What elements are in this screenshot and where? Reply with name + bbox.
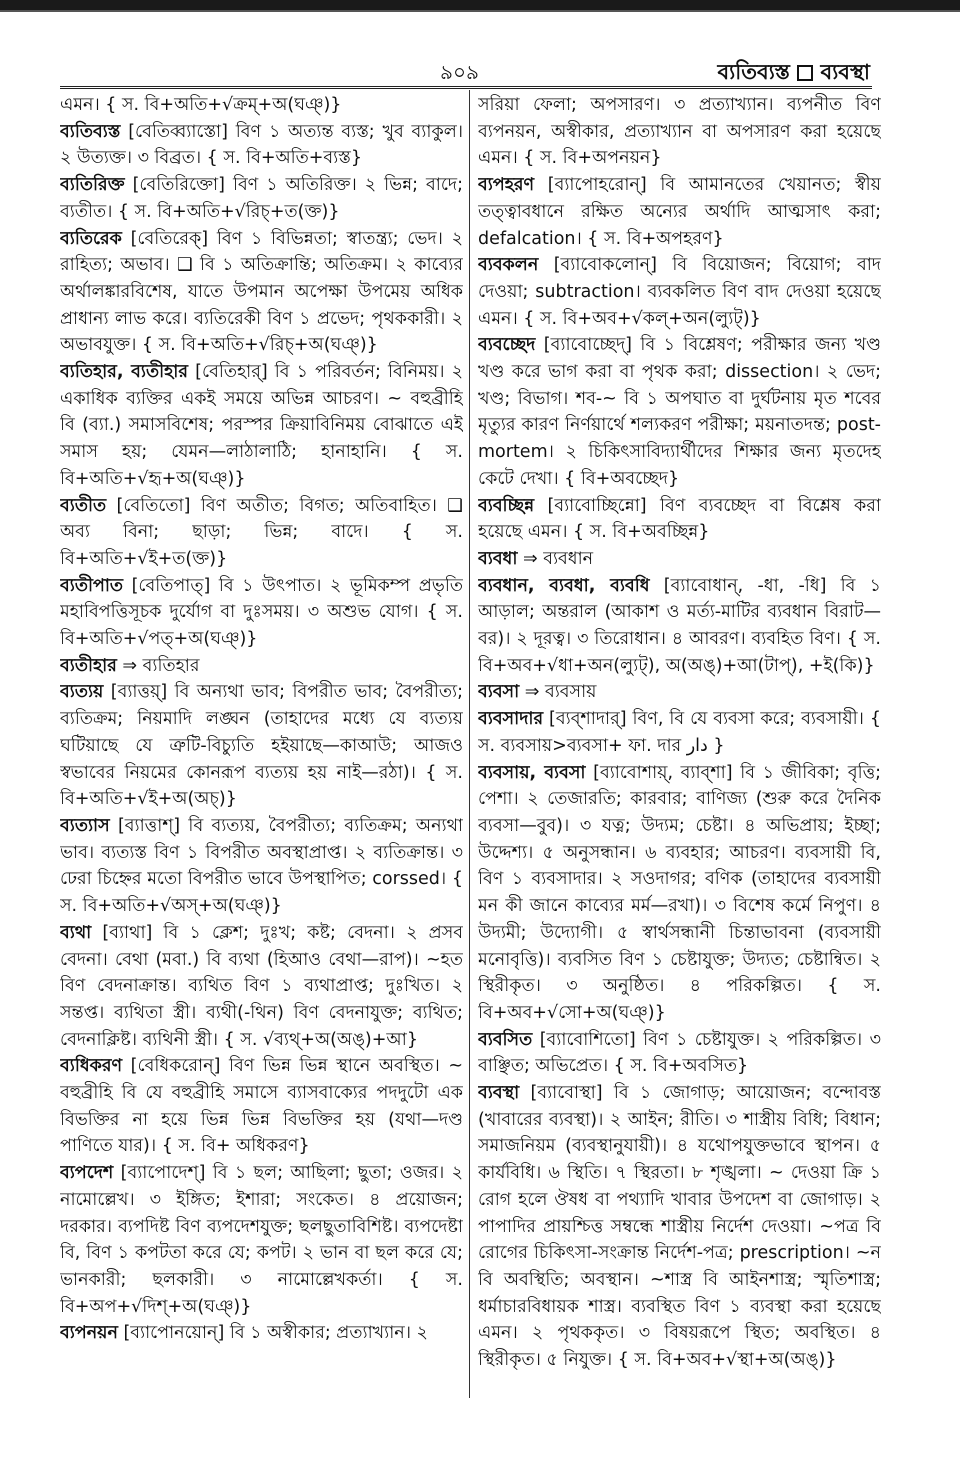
headword: ব্যতিরেক [60,228,122,249]
entry-text: সরিয়া ফেলা; অপসারণ। ৩ প্রত্যাখ্যান। ব্যপনীত বিণ ব্যপনয়ন, অস্বীকার, প্রত্যাখ্যান বা অপসারণ করা হয়েছে এমন। { স. বি+অপনয়ন} [478,95,881,169]
headword: ব্যবচ্ছেদ [478,335,536,356]
dictionary-entry [60,1160,463,1320]
entry-text: [ব্যব্শাদার্] বিণ, বি যে ব্যবসা করে; ব্যবসায়ী। { স. ব্যবসায়>ব্যবসা+ ফা. দার دار } [478,709,881,756]
headword: ব্যবসায়, ব্যবসা [478,762,586,783]
headword: ব্যবধা [478,548,518,569]
headword: ব্যতীত [60,495,107,516]
page-header [60,56,870,88]
entry-text: [বেতিরেক্] বিণ ১ বিভিন্নতা; স্বাতন্ত্র্য; ভেদ। ২ রাহিত্য; অভাব। ❑ বি ১ অতিক্রান্তি; অতিক্রম। ২ কাব্যের অর্থালঙ্কারবিশেষ, যাতে উপমান অপেক্ষা উপমেয় অধিক প্রাধান্য লাভ করে। ব্যতিরেকী বিণ ১ প্রভেদ; পৃথককারী। ২ অভাবযুক্ত। { স. বি+অতি+√রিচ্+অ(ঘঞ্)} [60,228,463,356]
dictionary-entry [60,813,463,920]
dictionary-entry [60,359,463,493]
dictionary-entry [478,1080,881,1374]
dictionary-entry [478,1027,881,1080]
headword: ব্যবসা [478,682,520,703]
dictionary-entry [60,493,463,573]
entry-text: [বেতিহার্] বি ১ পরিবর্তন; বিনিময়। ২ একাধিক ব্যক্তির একই সময়ে অভিন্ন আচরণ। ~ বহুব্রীহি বি (ব্যা.) সমাসবিশেষ; পরস্পর ক্রিয়াবিনিময় বোঝাতে এই সমাস হয়; যেমন—লাঠালাঠি; হানাহানি। { স. বি+অতি+√হৃ+অ(ঘঞ্)} [60,362,463,489]
headword: ব্যবকলন [478,255,539,276]
headword: ব্যথা [60,922,92,943]
left-column [60,92,463,1397]
entry-text: [ব্যাবোচ্ছিন্নো] বিণ ব্যবচ্ছেদ বা বিশ্লেষ করা হয়েছে এমন। { স. বি+অবচ্ছিন্ন} [478,495,881,543]
entry-text: ⇒ ব্যতিহার [116,655,200,676]
guide-word-first: ব্যতিব্যস্ত [717,60,790,84]
dictionary-entry [478,92,881,172]
headword: ব্যত্যয় [60,682,104,703]
dictionary-entry [478,573,881,680]
entry-text: [বেধিকরোন্] বিণ ভিন্ন ভিন্ন স্থানে অবস্থিত। ~ বহুব্রীহি বি যে বহুব্রীহি সমাসে ব্যাসবাক্যের পদদুটো এক বিভক্তির না হয়ে ভিন্ন ভিন্ন বিভক্তির হয় (যথা—দণ্ড পাণিতে যার)। { স. বি+ অধিকরণ} [60,1056,463,1157]
header-rule [60,86,872,89]
headword: ব্যধিকরণ [60,1056,123,1077]
headword: ব্যতীপাত [60,575,124,596]
entry-text: এমন। { স. বি+অতি+√ক্রম্+অ(ঘঞ্)} [60,95,342,115]
right-column [478,92,881,1397]
dictionary-entry [60,573,463,653]
headword: ব্যপনয়ন [60,1323,118,1344]
guide-word-last: ব্যবস্থা [820,60,870,84]
headword: ব্যত্যাস [60,815,110,836]
headword: ব্যপহরণ [478,175,535,196]
dictionary-entry [60,226,463,360]
entry-text: [ব্যাথা] বি ১ ক্লেশ; দুঃখ; কষ্ট; বেদনা। ২ প্রসব বেদনা। বেথা (মবা.) বি ব্যথা (হিআও বেথা—রাপ)। ~হত বিণ বেদনাক্রান্ত। ব্যথিত বিণ ১ ব্যথাপ্রাপ্ত; দুঃখিত। ২ সন্তপ্ত। ব্যথিতা স্ত্রী। ব্যথী(-থিন) বিণ বেদনাযুক্ত; ব্যথিত; বেদনাক্লিষ্ট। ব্যথিনী স্ত্রী। { স. √ব্যথ্+অ(অঙ্)+আ} [60,922,463,1050]
entry-text: [বেতিতো] বিণ অতীত; বিগত; অতিবাহিত। ❑ অব্য বিনা; ছাড়া; ভিন্ন; বাদে। { স. বি+অতি+√ই+ত(ক্ত)} [60,495,463,569]
entry-text: ⇒ ব্যবধান [517,548,594,569]
headword: ব্যবসিত [478,1029,533,1050]
dictionary-entry [60,1320,463,1347]
dictionary-entry [478,493,881,546]
dictionary-entry [478,546,881,573]
box-separator-icon [797,65,813,81]
entry-text: [ব্যাপোনয়োন্] বি ১ অস্বীকার; প্রত্যাখ্যান। ২ [117,1323,428,1344]
headword: ব্যবস্থা [478,1083,520,1104]
dictionary-entry [478,706,881,759]
dictionary-entry [60,119,463,172]
entry-text: [ব্যাবোচ্ছেদ্] বি ১ বিশ্লেষণ; পরীক্ষার জন্য খণ্ড খণ্ড করে ভাগ করা বা পৃথক করা; dissection। ২ ভেদ; খণ্ড; বিভাগ। শব-~ বি ১ অপঘাত বা দুর্ঘটনায় মৃত শবের মৃত্যুর কারণ নির্ণয়ার্থে শল্যকরণ পরীক্ষা; ময়নাতদন্ত; post-mortem। ২ চিকিৎসাবিদ্যার্থীদের শিক্ষার জন্য মৃতদেহ কেটে দেখা। { বি+অবচ্ছেদ} [478,335,881,489]
headword: ব্যতিরিক্ত [60,175,125,196]
column-divider [469,90,470,1398]
entry-text: [ব্যাত্তাশ্] বি ব্যত্যয়, বৈপরীত্য; ব্যতিক্রম; অন্যথা ভাব। ব্যত্যস্ত বিণ ১ বিপরীত অবস্থাপ্রাপ্ত। ২ ব্যতিক্রান্ত। ৩ ঢেরা চিহ্নের মতো বিপরীত ভাবে উপস্থাপিত; corssed। { স. বি+অতি+√অস্+অ(ঘঞ্)} [60,815,463,917]
headword: ব্যতীহার [60,655,117,676]
scan-top-border [0,0,960,16]
dictionary-entry [60,653,463,680]
dictionary-entry [60,172,463,225]
entry-text: [ব্যাবোধান্, -ধা, -ধি] বি ১ আড়াল; অন্তরাল (আকাশ ও মর্ত্য-মাটির ব্যবধান বিরাট—বর)। ২ দূরত্ব। ৩ তিরোধান। ৪ আবরণ। ব্যবহিত বিণ। { স. বি+অব+√ধা+অন(ল্যুট্), অ(অঙ্)+আ(টাপ্), +ই(কি)} [478,575,881,676]
dictionary-entry [478,252,881,332]
entry-text: [বেতিপাত্] বি ১ উৎপাত। ২ ভূমিকম্প প্রভৃতি মহাবিপত্তিসূচক দুর্যোগ বা দুঃসময়। ৩ অশুভ যোগ। { স. বি+অতি+√পত্+অ(ঘঞ্)} [60,575,463,650]
dictionary-entry [478,760,881,1027]
headword: ব্যপদেশ [60,1163,114,1184]
dictionary-entry [60,1053,463,1160]
dictionary-entry [60,679,463,813]
entry-text: [ব্যাপোহরোন্] বি আমানতের খেয়ানত; স্বীয় তত্ত্বাবধানে রক্ষিত অন্যের অর্থাদি আত্মসাৎ করা; defalcation। { স. বি+অপহরণ} [478,175,881,249]
entry-text: [ব্যাবোশায়্, ব্যাব্শা] বি ১ জীবিকা; বৃত্তি; পেশা। ২ তেজারতি; কারবার; বাণিজ্য (শুরু করে দৈনিক ব্যবসা—বুব)। ৩ যত্ন; উদ্যম; চেষ্টা। ৪ অভিপ্রায়; ইচ্ছা; উদ্দেশ্য। ৫ অনুসন্ধান। ৬ ব্যবহার; আচরণ। ব্যবসায়ী বি, বিণ ১ ব্যবসাদার। ২ সওদাগর; বণিক (তাহাদের ব্যবসায়ী মন কী জানে কাব্যের মর্ম—রখা)। ৩ বিশেষ কর্মে নিপুণ। ৪ উদ্যমী; উদ্যোগী। ৫ স্বার্থসন্ধানী চিন্তাভাবনা (ব্যবসায়ী মনোবৃত্তি)। ব্যবসিত বিণ ১ চেষ্টাযুক্ত; উদ্যত; চেষ্টান্বিত। ২ স্থিরীকৃত। ৩ অনুষ্ঠিত। ৪ পরিকল্পিত। { স. বি+অব+√সো+অ(ঘঞ্)} [478,762,881,1023]
entry-text: [ব্যাপোদেশ্] বি ১ ছল; আছিলা; ছুতা; ওজর। ২ নামোল্লেখ। ৩ ইঙ্গিত; ইশারা; সংকেত। ৪ প্রয়োজন; দরকার। ব্যপদিষ্ট বিণ ব্যপদেশযুক্ত; ছলছুতাবিশিষ্ট। ব্যপদেষ্টা বি, বিণ ১ কপটতা করে যে; কপট। ২ ভান বা ছল করে যে; ভানকারী; ছলকারী। ৩ নামোল্লেখকর্তা। { স. বি+অপ+√দিশ্+অ(ঘঞ্)} [60,1163,463,1317]
headword: ব্যবচ্ছিন্ন [478,495,535,516]
dictionary-entry [60,920,463,1054]
entry-text: [বেতিরিক্তো] বিণ ১ অতিরিক্ত। ২ ভিন্ন; বাদে; ব্যতীত। { স. বি+অতি+√রিচ্+ত(ক্ত)} [60,175,463,222]
dictionary-entry [60,92,463,119]
page-number: ৯০৯ [440,60,479,84]
entry-text: ⇒ ব্যবসায় [519,682,597,703]
entry-text: [ব্যাবোস্থা] বি ১ জোগাড়; আয়োজন; বন্দোবস্ত (খাবারের ব্যবস্থা)। ২ আইন; রীতি। ৩ শাস্ত্রীয় বিধি; বিধান; সমাজনিয়ম (ব্যবস্থানুযায়ী)। ৪ যথোপযুক্তভাবে স্থাপন। ৫ কার্যবিধি। ৬ স্থিতি। ৭ স্থিরতা। ৮ শৃঙ্খলা। ~ দেওয়া ক্রি ১ রোগ হলে ঔষধ বা পথ্যাদি খাবার উপদেশ বা জোগাড়। ২ পাপাদির প্রায়শ্চিত্ত সম্বন্ধে শাস্ত্রীয় নির্দেশ দেওয়া। ~পত্র বি রোগের চিকিৎসা-সংক্রান্ত নির্দেশ-পত্র; prescription। ~ন বি অবস্থিতি; অবস্থান। ~শাস্ত্র বি আইনশাস্ত্র; স্মৃতিশাস্ত্র; ধর্মাচারবিধায়ক শাস্ত্র। ব্যবস্থিত বিণ ১ ব্যবস্থা করা হয়েছে এমন। ২ পৃথককৃত। ৩ বিষয়রূপে স্থিত; অবস্থিত। ৪ স্থিরীকৃত। ৫ নিযুক্ত। { স. বি+অব+√স্থা+অ(অঙ্)} [478,1083,881,1371]
dictionary-entry [478,679,881,706]
entry-text: [ব্যাত্তয়্] বি অন্যথা ভাব; বিপরীত ভাব; বৈপরীত্য; ব্যতিক্রম; নিয়মাদি লঙ্ঘন (তাহাদের মধ্যে যে ব্যত্যয় ঘটিয়াছে যে ত্রুটি-বিচ্যুতি হইয়াছে—কাআউ; আজও স্বভাবের নিয়মের কোনরূপ ব্যত্যয় হয় নাই—রঠা)। { স. বি+অতি+√ই+অ(অচ্)} [60,682,463,810]
headword: ব্যবধান, ব্যবধা, ব্যবধি [478,575,650,596]
dictionary-entry [478,332,881,492]
entry-text: [ব্যাবোশিতো] বিণ ১ চেষ্টাযুক্ত। ২ পরিকল্পিত। ৩ বাঞ্ছিত; অভিপ্রেত। { স. বি+অবসিত} [478,1029,881,1077]
entry-text: [বেতিব্ব্যাস্তো] বিণ ১ অত্যন্ত ব্যস্ত; খুব ব্যাকুল। ২ উত্যক্ত। ৩ বিব্রত। { স. বি+অতি+ব্যস্ত} [60,121,463,169]
entry-text: [ব্যাবোকলোন্] বি বিয়োজন; বিয়োগ; বাদ দেওয়া; subtraction। ব্যবকলিত বিণ বাদ দেওয়া হয়েছে এমন। { স. বি+অব+√কল্+অন(ল্যুট্)} [478,255,881,329]
dictionary-entry [478,172,881,252]
headword: ব্যবসাদার [478,709,544,730]
headword: ব্যতিহার, ব্যতীহার [60,362,189,383]
headword: ব্যতিব্যস্ত [60,121,121,142]
